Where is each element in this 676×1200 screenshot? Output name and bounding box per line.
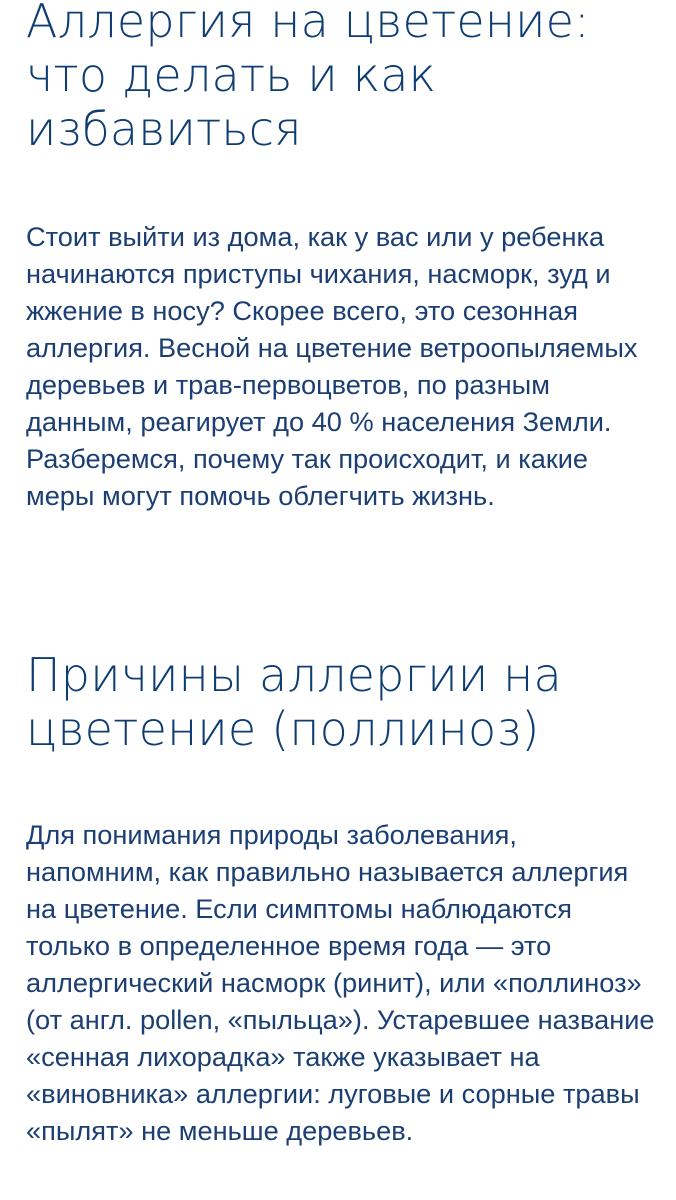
section-paragraph: Для понимания природы заболевания, напомним, как правильно называется аллергия на цветение. Если симптомы наблюдаются только в определенное время года — это аллергический насморк (ринит), или «поллиноз» (от англ. pollen, «пыльца»). Устаревшее название «сенная лихорадка» также указывает на «виновника» аллергии: луговые и сорные травы «пылят» не меньше деревьев. [26,819,655,1146]
article-title: Аллергия на цветение: что делать и как избавиться [26,0,590,156]
section-heading: Причины аллергии на цветение (поллиноз) [26,648,562,756]
intro-paragraph: Стоит выйти из дома, как у вас или у ребенка начинаются приступы чихания, насморк, зуд и жжение в носу? Скорее всего, это сезонная аллергия. Весной на цветение ветроопыляемых деревьев и трав-первоцветов, по разным данным, реагирует до 40 % населения Земли. Разберемся, почему так происходит, и какие меры могут помочь облегчить жизнь. [26,221,638,511]
